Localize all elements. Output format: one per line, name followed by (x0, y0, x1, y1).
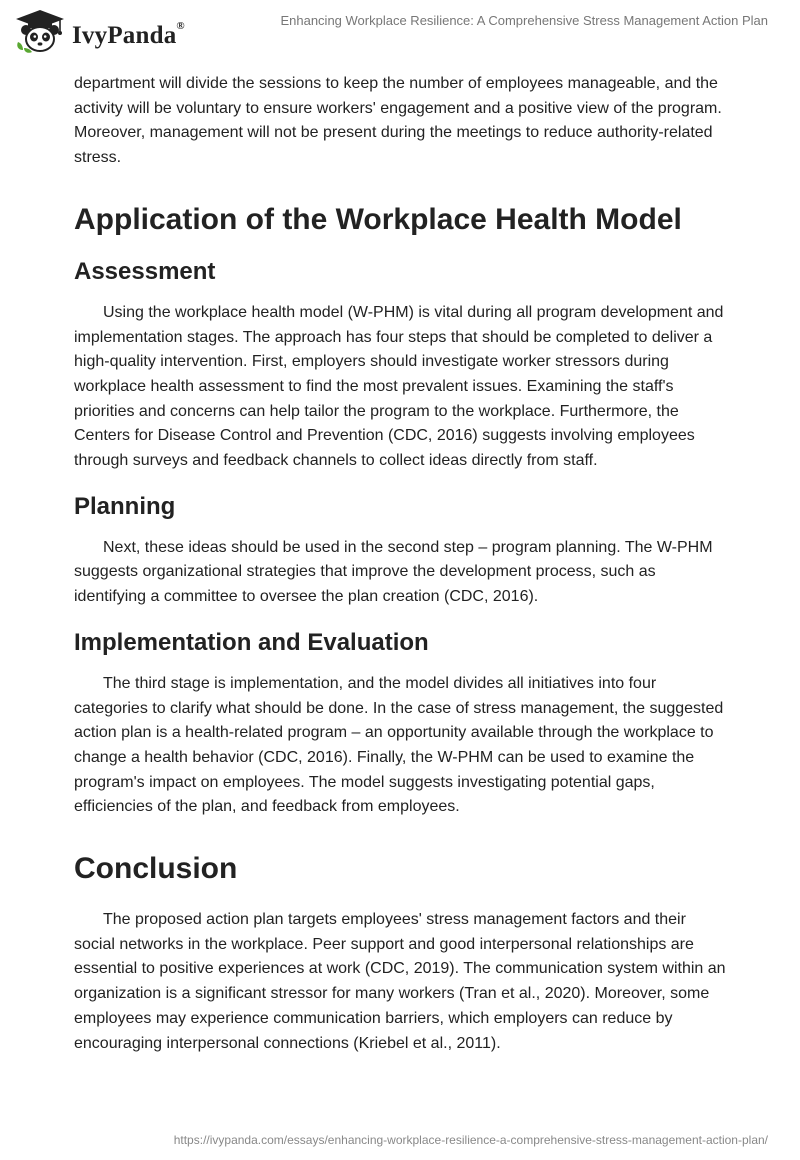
subheading-implementation: Implementation and Evaluation (74, 628, 429, 656)
assessment-paragraph: Using the workplace health model (W-PHM) is vital during all program development and implementation stages. The approach has four steps that should be completed to deliver a high-quality intervention. First, employers should investigate worker stressors during workplace health assessment to find the most prevalent issues. Examining the staff's priorities and concerns can help tailor the program to the workplace. Furthermore, the Centers for Disease Control and Prevention (CDC, 2016) suggests involving employees through surveys and feedback channels to collect ideas directly from staff. (74, 303, 724, 470)
subheading-planning: Planning (74, 492, 176, 520)
subheading-assessment: Assessment (74, 257, 216, 285)
brand-name: IvyPanda® (72, 20, 185, 49)
article-body (74, 72, 728, 1056)
document-title: Enhancing Workplace Resilience: A Comprehensive Stress Management Action Plan (280, 13, 768, 28)
section-heading-application: Application of the Workplace Health Model (74, 202, 682, 236)
page-header (0, 0, 800, 56)
source-url[interactable]: https://ivypanda.com/essays/enhancing-workplace-resilience-a-comprehensive-stress-management-action-plan/ (173, 1133, 768, 1147)
intro-paragraph: department will divide the sessions to keep the number of employees manageable, and the activity will be voluntary to ensure workers' engagement and a positive view of the program. Moreover, management will not be present during the meetings to reduce authority-related stress. (74, 75, 722, 167)
panda-graduation-cap-icon (14, 8, 66, 54)
ivypanda-logo[interactable] (14, 8, 214, 54)
section-heading-conclusion: Conclusion (74, 852, 238, 886)
planning-paragraph: Next, these ideas should be used in the second step – program planning. The W-PHM suggests organizational strategies that improve the development process, such as identifying a committee to oversee the plan creation (CDC, 2016). (74, 538, 713, 606)
conclusion-paragraph: The proposed action plan targets employees' stress management factors and their social networks in the workplace. Peer support and good interpersonal relationships are essential to positive experiences at work (CDC, 2019). The communication system within an organization is a significant stressor for many workers (Tran et al., 2020). Moreover, some employees may experience communication barriers, which employers can reduce by encouraging interpersonal connections (Kriebel et al., 2011). (74, 911, 726, 1052)
implementation-paragraph: The third stage is implementation, and the model divides all initiatives into four categories to clarify what should be done. In the case of stress management, the suggested action plan is a health-related program – an opportunity available through the workplace to change a health behavior (CDC, 2016). Finally, the W-PHM can be used to examine the program's impact on employees. The model suggests investigating potential gaps, efficiencies of the plan, and feedback from employees. (74, 674, 724, 816)
